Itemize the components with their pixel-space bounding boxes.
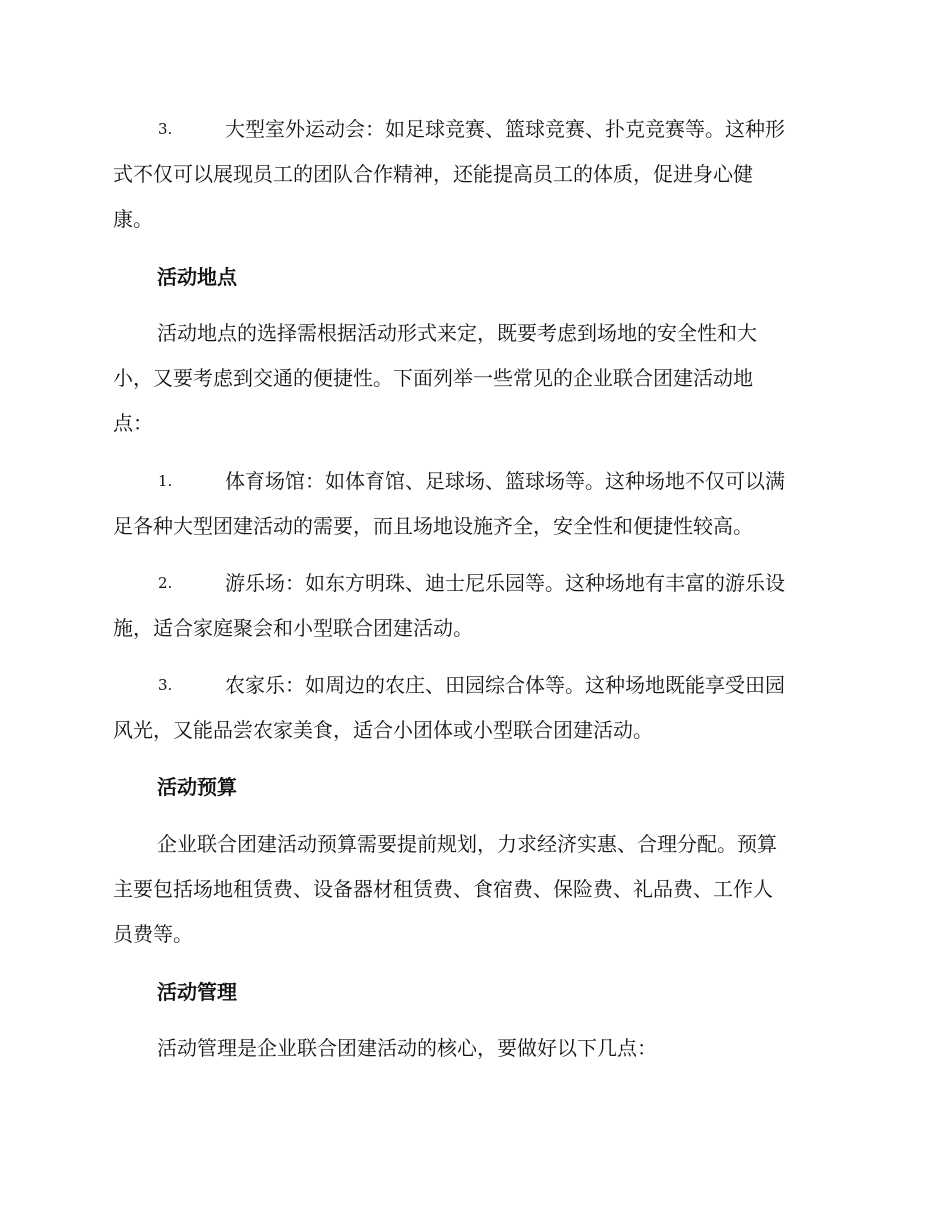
list-item-text-continuation: 施，适合家庭聚会和小型联合团建活动。 <box>113 616 473 640</box>
paragraph-first-line: 活动管理是企业联合团建活动的核心，要做好以下几点： <box>157 1036 657 1060</box>
heading-activity-budget: 活动预算 <box>157 775 237 799</box>
paragraph-first-line: 企业联合团建活动预算需要提前规划，力求经济实惠、合理分配。预算 <box>157 832 777 856</box>
list-number: 3. <box>158 676 173 694</box>
paragraph-first-line: 活动地点的选择需根据活动形式来定，既要考虑到场地的安全性和大 <box>157 321 757 345</box>
list-item-text-first-line: 体育场馆：如体育馆、足球场、篮球场等。这种场地不仅可以满 <box>225 469 785 493</box>
list-item-text-continuation: 风光，又能品尝农家美食，适合小团体或小型联合团建活动。 <box>113 718 653 742</box>
paragraph-continuation: 小，又要考虑到交通的便捷性。下面列举一些常见的企业联合团建活动地 点： <box>113 366 753 435</box>
list-number: 2. <box>158 574 173 592</box>
list-item-text-continuation: 足各种大型团建活动的需要，而且场地设施齐全，安全性和便捷性较高。 <box>113 514 753 538</box>
heading-activity-management: 活动管理 <box>157 980 237 1004</box>
list-number: 3. <box>158 120 173 138</box>
list-item-text-first-line: 大型室外运动会：如足球竞赛、篮球竞赛、扑克竞赛等。这种形 <box>225 117 785 141</box>
list-item-text-continuation: 式不仅可以展现员工的团队合作精神，还能提高员工的体质，促进身心健 康。 <box>113 162 753 231</box>
list-item-text-first-line: 游乐场：如东方明珠、迪士尼乐园等。这种场地有丰富的游乐设 <box>225 571 785 595</box>
list-number: 1. <box>158 472 173 490</box>
paragraph-continuation: 主要包括场地租赁费、设备器材租赁费、食宿费、保险费、礼品费、工作人 员费等。 <box>113 877 773 946</box>
heading-activity-location: 活动地点 <box>157 265 237 289</box>
list-item-text-first-line: 农家乐：如周边的农庄、田园综合体等。这种场地既能享受田园 <box>225 673 785 697</box>
